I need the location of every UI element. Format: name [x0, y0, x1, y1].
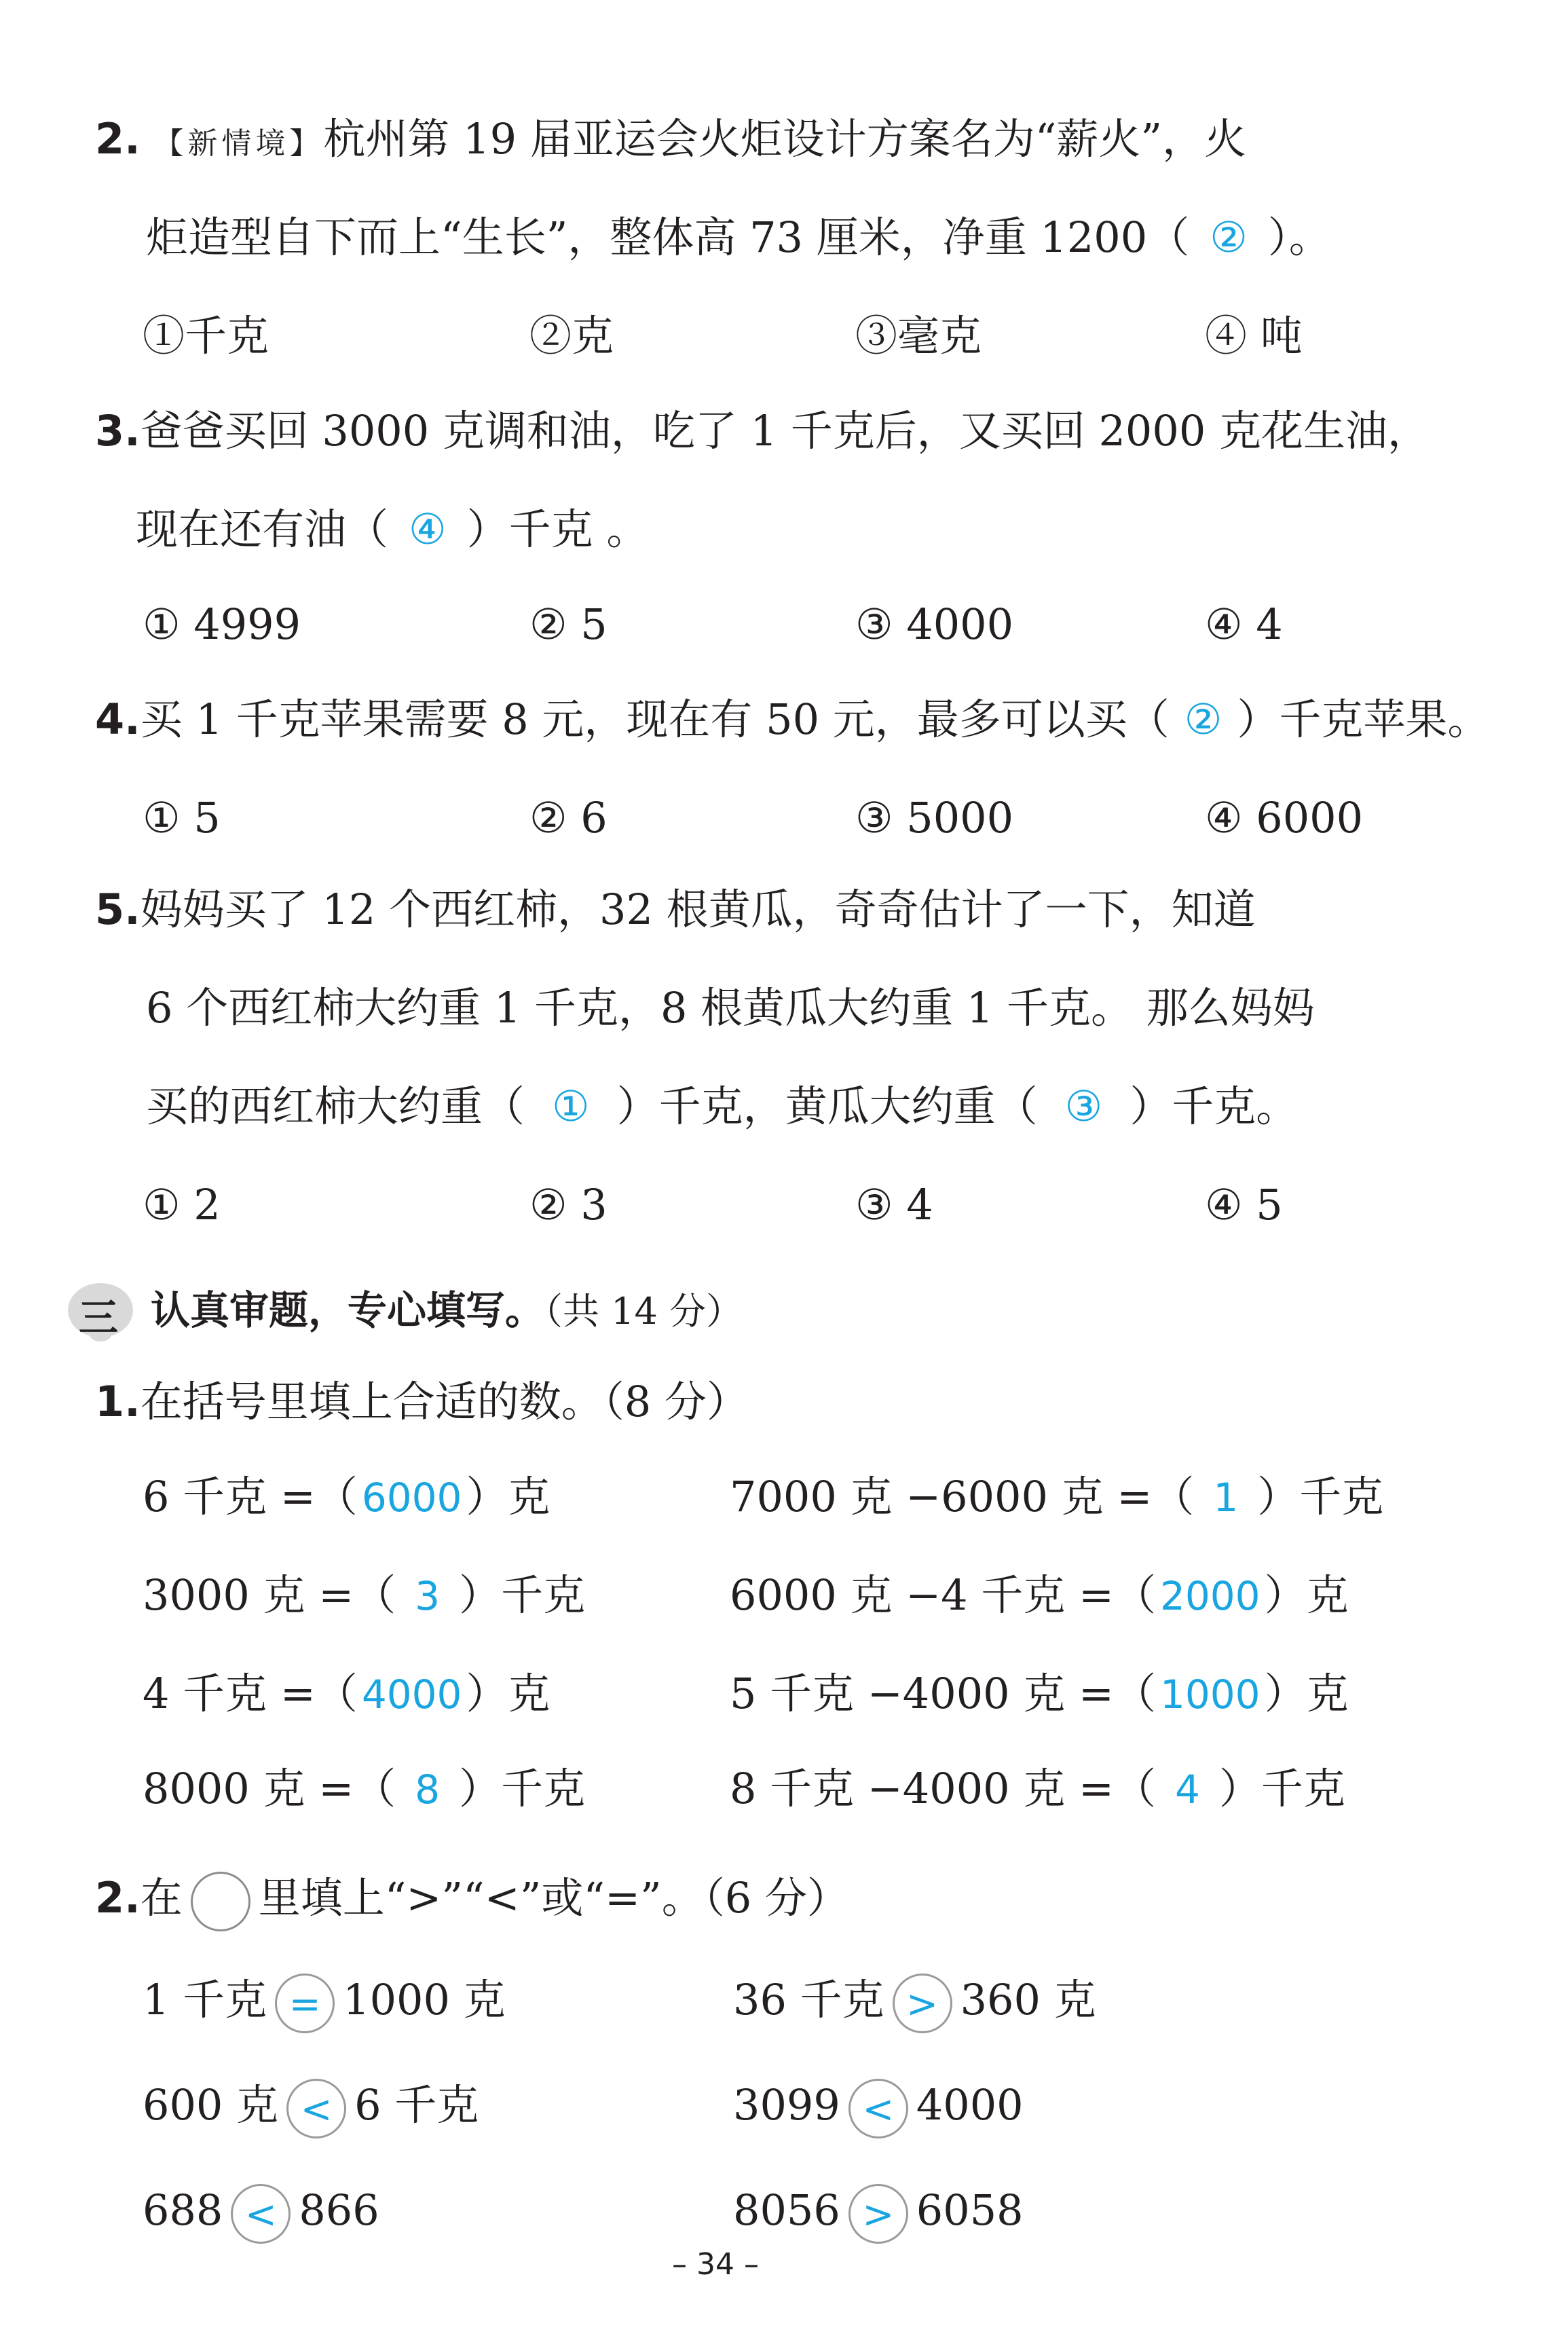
- question-5-line1: [95, 883, 1256, 937]
- question-text: 现在还有油（: [136, 504, 389, 554]
- question-text: 杭州第 19 届亚运会火炬设计方案名为“薪火”，火: [323, 114, 1247, 164]
- question-text: 爸爸买回 3000 克调和油，吃了 1 千克后，又买回 2000 克花生油，: [140, 406, 1430, 456]
- question-number: 5.: [95, 885, 141, 934]
- option-3: ③ 5000: [855, 793, 1014, 842]
- answer-value: 4000: [361, 1671, 462, 1718]
- option-1: ① 2: [143, 1180, 221, 1229]
- option-3: ③ 4000: [855, 599, 1014, 649]
- compare-circle[interactable]: <: [848, 2079, 908, 2138]
- answer-value: 6000: [361, 1475, 462, 1521]
- compare-row-3-right: 8056 > 6058: [733, 2179, 1024, 2244]
- compare-row-3-left: 688 < 866: [143, 2179, 379, 2244]
- question-text: ）。: [1267, 212, 1331, 262]
- option-1: ① 5: [143, 793, 221, 842]
- compare-circle[interactable]: <: [231, 2184, 291, 2244]
- answer-value: 2000: [1159, 1573, 1261, 1619]
- answer-value: 1: [1213, 1475, 1239, 1521]
- conversion-row-1-right: 7000 克 −6000 克 =（ 1 ）千克: [730, 1472, 1384, 1521]
- conversion-row-2-left: 3000 克 =（ 3 ）千克: [143, 1570, 586, 1620]
- handwritten-answer: ③: [1064, 1081, 1103, 1131]
- option-4: ④ 6000: [1205, 793, 1364, 842]
- handwritten-answer: ②: [1184, 694, 1222, 744]
- answer-value: 4: [1174, 1766, 1200, 1813]
- question-text: 炬造型自下而上“生长”，整体高 73 厘米，净重 1200（: [146, 212, 1190, 262]
- new-context-tag: 【新情境】: [153, 126, 324, 161]
- question-text: 在括号里填上合适的数。（8 分）: [140, 1377, 749, 1426]
- compare-row-2-right: 3099 < 4000: [733, 2074, 1024, 2138]
- option-4: ④ 吨: [1205, 311, 1303, 360]
- conversion-row-3-right: 5 千克 −4000 克 =（ 1000）克: [730, 1669, 1349, 1718]
- option-3: ③ 4: [855, 1180, 933, 1229]
- option-3: ③毫克: [855, 311, 982, 360]
- question-2-line2: [146, 210, 1331, 265]
- option-4: ④ 5: [1205, 1180, 1283, 1229]
- compare-circle[interactable]: >: [848, 2184, 908, 2244]
- fill-question-2-title: [95, 1867, 849, 1931]
- compare-row-1-right: 36 千克 > 360 克: [733, 1969, 1096, 2033]
- conversion-row-3-left: 4 千克 =（ 4000）克: [143, 1669, 550, 1718]
- option-1: ①千克: [143, 311, 269, 360]
- section-title: 认真审题，专心填写。: [151, 1287, 545, 1333]
- conversion-row-1-left: 6 千克 =（ 6000）克: [143, 1472, 550, 1521]
- conversion-row-4-left: 8000 克 =（ 8 ）千克: [143, 1764, 586, 1813]
- question-text: ）千克，黄瓜大约重（: [616, 1081, 1038, 1131]
- question-text: 妈妈买了 12 个西红柿，32 根黄瓜，奇奇估计了一下，知道: [140, 885, 1256, 934]
- answer-value: 8: [415, 1766, 441, 1813]
- question-number: 3.: [95, 406, 141, 456]
- section-3-heading: [151, 1283, 743, 1348]
- question-text: ）千克。: [1130, 1081, 1299, 1131]
- compare-row-2-left: 600 克 < 6 千克: [143, 2074, 479, 2138]
- compare-circle[interactable]: =: [275, 1974, 335, 2033]
- question-text: 在: [140, 1873, 183, 1923]
- handwritten-answer: ②: [1210, 212, 1248, 262]
- question-text: 买的西红柿大约重（: [146, 1081, 525, 1131]
- question-text: ）千克 。: [466, 504, 649, 554]
- question-text: 买 1 千克苹果需要 8 元，现在有 50 元，最多可以买（: [140, 694, 1170, 744]
- page-number: – 34 –: [672, 2247, 759, 2282]
- question-3-line2: [136, 502, 648, 557]
- section-score: （共 14 分）: [544, 1290, 743, 1333]
- option-2: ② 6: [529, 793, 608, 842]
- question-3-line1: [95, 404, 1430, 458]
- question-number: 2.: [95, 114, 141, 164]
- section-badge: [67, 1276, 134, 1344]
- option-2: ② 3: [529, 1180, 608, 1229]
- compare-circle[interactable]: >: [893, 1974, 952, 2033]
- question-text: ）千克苹果。: [1237, 694, 1490, 744]
- compare-row-1-left: 1 千克 = 1000 克: [143, 1969, 506, 2033]
- compare-circle[interactable]: <: [286, 2079, 346, 2138]
- option-2: ② 5: [529, 599, 608, 649]
- blank-circle-icon: [191, 1872, 250, 1931]
- handwritten-answer: ①: [552, 1081, 590, 1131]
- fill-question-1-title: [95, 1375, 749, 1429]
- question-text: 里填上“>”“<”或“=”。（6 分）: [258, 1873, 849, 1923]
- answer-value: 1000: [1159, 1671, 1261, 1718]
- question-number: 1.: [95, 1377, 141, 1426]
- question-5-line2: 6 个西红柿大约重 1 千克，8 根黄瓜大约重 1 千克。 那么妈妈: [146, 983, 1315, 1033]
- conversion-row-2-right: 6000 克 −4 千克 =（ 2000）克: [730, 1570, 1349, 1620]
- question-number: 4.: [95, 694, 141, 744]
- option-4: ④ 4: [1205, 599, 1283, 649]
- answer-value: 3: [415, 1573, 441, 1619]
- question-2-line1: [95, 112, 1246, 171]
- question-5-line3: [146, 1079, 1298, 1134]
- handwritten-answer: ④: [409, 504, 447, 554]
- conversion-row-4-right: 8 千克 −4000 克 =（ 4 ）千克: [730, 1764, 1345, 1813]
- option-2: ②克: [529, 311, 614, 360]
- question-number: 2.: [95, 1873, 141, 1923]
- question-4-line1: [95, 692, 1489, 747]
- option-1: ① 4999: [143, 599, 301, 649]
- section-number: 三: [79, 1295, 119, 1341]
